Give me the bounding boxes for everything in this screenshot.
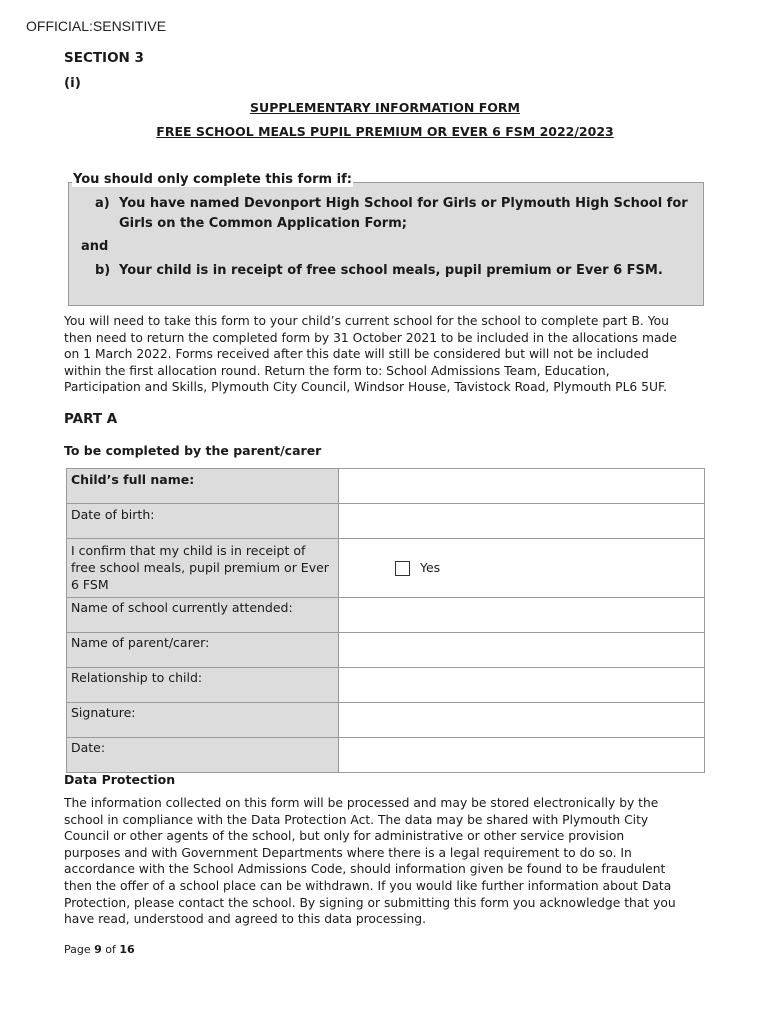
confirm-label-line: I confirm that my child is in receipt of: [71, 543, 306, 558]
data-protection-line: have read, understood and agreed to this data processing.: [64, 912, 426, 927]
criteria-b-text: Your child is in receipt of free school meals, pupil premium or Ever 6 FSM.: [119, 263, 663, 278]
date-label: Date:: [67, 738, 339, 773]
subsection-label: (i): [64, 75, 81, 91]
confirm-label-line: free school meals, pupil premium or Ever: [71, 560, 329, 575]
data-protection-heading: Data Protection: [64, 772, 176, 787]
form-subtitle: FREE SCHOOL MEALS PUPIL PREMIUM OR EVER 6 FSM 2022/2023: [156, 124, 614, 139]
page-word: Page: [64, 943, 91, 956]
data-protection-line: accordance with the School Admissions Code, should information given be found to be fraudulent: [64, 862, 666, 877]
parent-details-table: [66, 468, 705, 773]
confirm-label: [67, 539, 339, 598]
data-protection-line: Protection, please contact the school. By signing or submitting this form you acknowledge that you: [64, 895, 676, 910]
instructions-paragraph: [64, 313, 710, 396]
instructions-line: on 1 March 2022. Forms received after this date will still be considered but will not be included: [64, 347, 649, 362]
parent-name-field[interactable]: [339, 633, 705, 668]
dob-label: Date of birth:: [67, 504, 339, 539]
criteria-a-marker: a): [95, 196, 110, 211]
date-field[interactable]: [339, 738, 705, 773]
criteria-conjunction: and: [81, 239, 109, 254]
data-protection-line: purposes and with Government Departments where there is a legal requirement to do so. In: [64, 845, 632, 860]
confirm-label-line: 6 FSM: [71, 577, 109, 592]
table-row: [67, 539, 705, 598]
confirm-field: [339, 539, 705, 598]
yes-checkbox[interactable]: [395, 561, 410, 576]
instructions-line: within the first allocation round. Return the form to: School Admissions Team, Education,: [64, 363, 610, 378]
signature-field[interactable]: [339, 703, 705, 738]
parent-name-label: Name of parent/carer:: [67, 633, 339, 668]
criteria-a-line1: You have named Devonport High School for Girls or Plymouth High School for: [119, 196, 688, 211]
criteria-b-marker: b): [95, 263, 111, 278]
classification-marking: OFFICIAL:SENSITIVE: [26, 18, 167, 34]
table-row: [67, 598, 705, 633]
page-footer: [64, 943, 135, 956]
data-protection-line: school in compliance with the Data Protection Act. The data may be shared with Plymouth City: [64, 812, 649, 827]
data-protection-line: then the offer of a school place can be withdrawn. If you would like further information about Data: [64, 878, 672, 893]
dob-field[interactable]: [339, 504, 705, 539]
of-word: of: [105, 943, 116, 956]
table-row: [67, 668, 705, 703]
relationship-label: Relationship to child:: [67, 668, 339, 703]
table-row: [67, 738, 705, 773]
table-row: [67, 633, 705, 668]
data-protection-paragraph: [64, 795, 710, 928]
instructions-line: Participation and Skills, Plymouth City Council, Windsor House, Tavistock Road, Plymouth PL6 5UF.: [64, 380, 667, 395]
table-row: [67, 504, 705, 539]
part-a-heading: PART A: [64, 411, 118, 427]
instructions-line: then need to return the completed form by 31 October 2021 to be included in the allocations made: [64, 330, 677, 345]
yes-label: Yes: [420, 560, 441, 575]
table-row: [67, 469, 705, 504]
relationship-field[interactable]: [339, 668, 705, 703]
criteria-a-line2: Girls on the Common Application Form;: [119, 216, 407, 231]
form-title: SUPPLEMENTARY INFORMATION FORM: [250, 100, 520, 115]
table-row: [67, 703, 705, 738]
school-field[interactable]: [339, 598, 705, 633]
data-protection-line: The information collected on this form will be processed and may be stored electronically by the: [64, 796, 659, 810]
page-number: 9: [94, 943, 102, 956]
instructions-line: You will need to take this form to your child’s current school for the school to complete part B. You: [64, 314, 669, 328]
signature-label: Signature:: [67, 703, 339, 738]
criteria-heading: You should only complete this form if:: [73, 172, 352, 187]
child-name-field[interactable]: [339, 469, 705, 504]
section-heading: SECTION 3: [64, 50, 144, 66]
child-name-label: Child’s full name:: [67, 469, 339, 504]
part-a-subheading: To be completed by the parent/carer: [64, 443, 322, 458]
total-pages: 16: [119, 943, 135, 956]
data-protection-line: Council or other agents of the school, but only for administrative or other service provision: [64, 829, 625, 844]
school-label: Name of school currently attended:: [67, 598, 339, 633]
